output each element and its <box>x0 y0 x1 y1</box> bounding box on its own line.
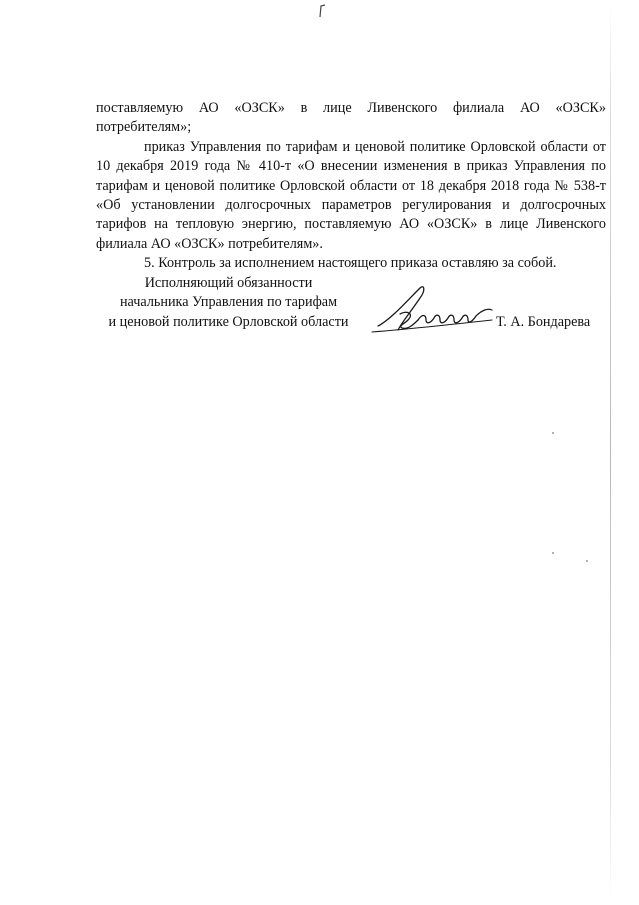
paragraph-continuation: поставляемую АО «ОЗСК» в лице Ливенского филиала АО «ОЗСК» потребителям»; <box>96 100 606 136</box>
signatory-position <box>96 274 361 332</box>
signatory-position-line: Исполняющий обязанности <box>144 275 313 291</box>
scan-edge-line <box>610 0 611 905</box>
scan-artifact-mark <box>317 4 327 18</box>
paragraph-control-clause: 5. Контроль за исполнением настоящего приказа оставляю за собой. <box>144 255 557 272</box>
scan-speck <box>552 432 554 434</box>
handwritten-signature <box>368 280 500 342</box>
scan-speck <box>552 552 554 554</box>
document-body <box>96 99 606 274</box>
signatory-position-line: начальника Управления по тарифам <box>119 294 338 311</box>
signatory-position-line: и ценовой политике Орловской области <box>108 313 349 330</box>
paragraph-order-reference: приказ Управления по тарифам и ценовой политике Орловской области от 10 декабря 2019 года № 410-т «О внесении изменения в приказ Управления по тарифам и ценовой политике Орловской области от 18 декабря 2018 года № 538-т «Об установлении долгосрочных параметров регулирования и долгосрочных тарифов на тепловую энергию, поставляемую АО «ОЗСК» в лице Ливенского филиала АО «ОЗСК» потребителям». <box>96 138 606 252</box>
signatory-name: Т. А. Бондарева <box>496 314 591 330</box>
scan-speck <box>586 560 588 562</box>
